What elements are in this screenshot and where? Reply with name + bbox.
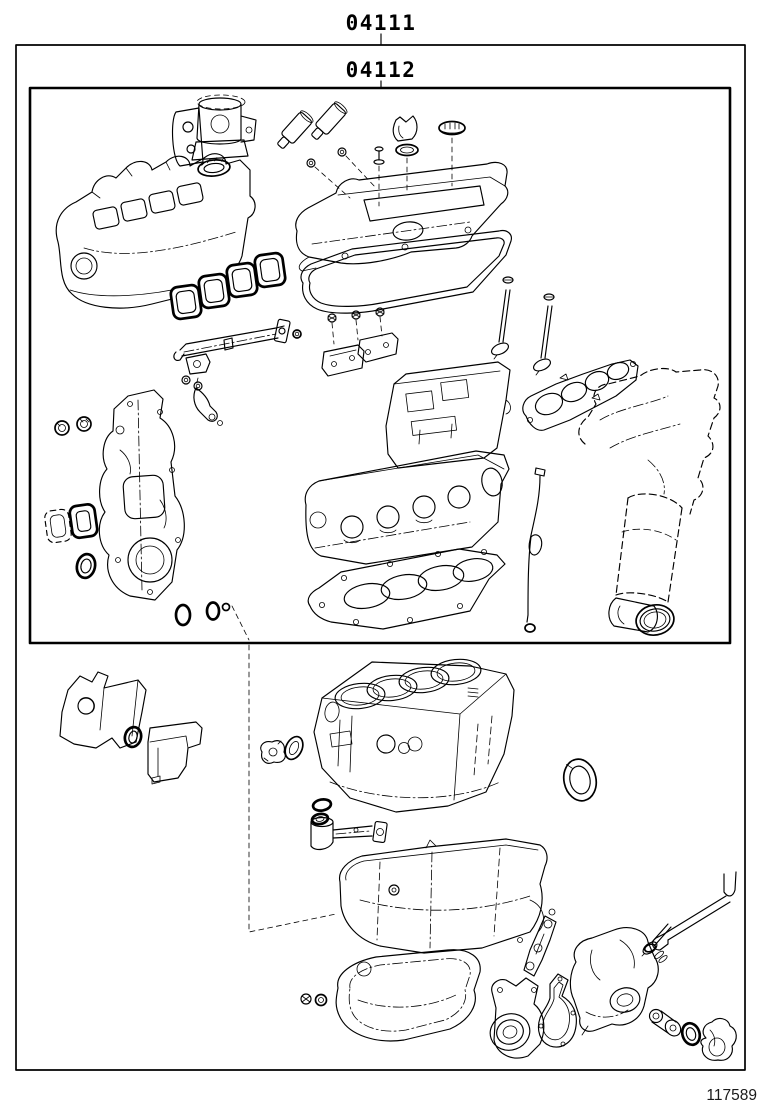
- subkit-part-number-label: 04112: [345, 58, 417, 82]
- kit-part-number-label: 04111: [345, 11, 417, 35]
- inner-kit-boundary: [30, 88, 730, 643]
- drawing-number: 117589: [706, 1087, 757, 1104]
